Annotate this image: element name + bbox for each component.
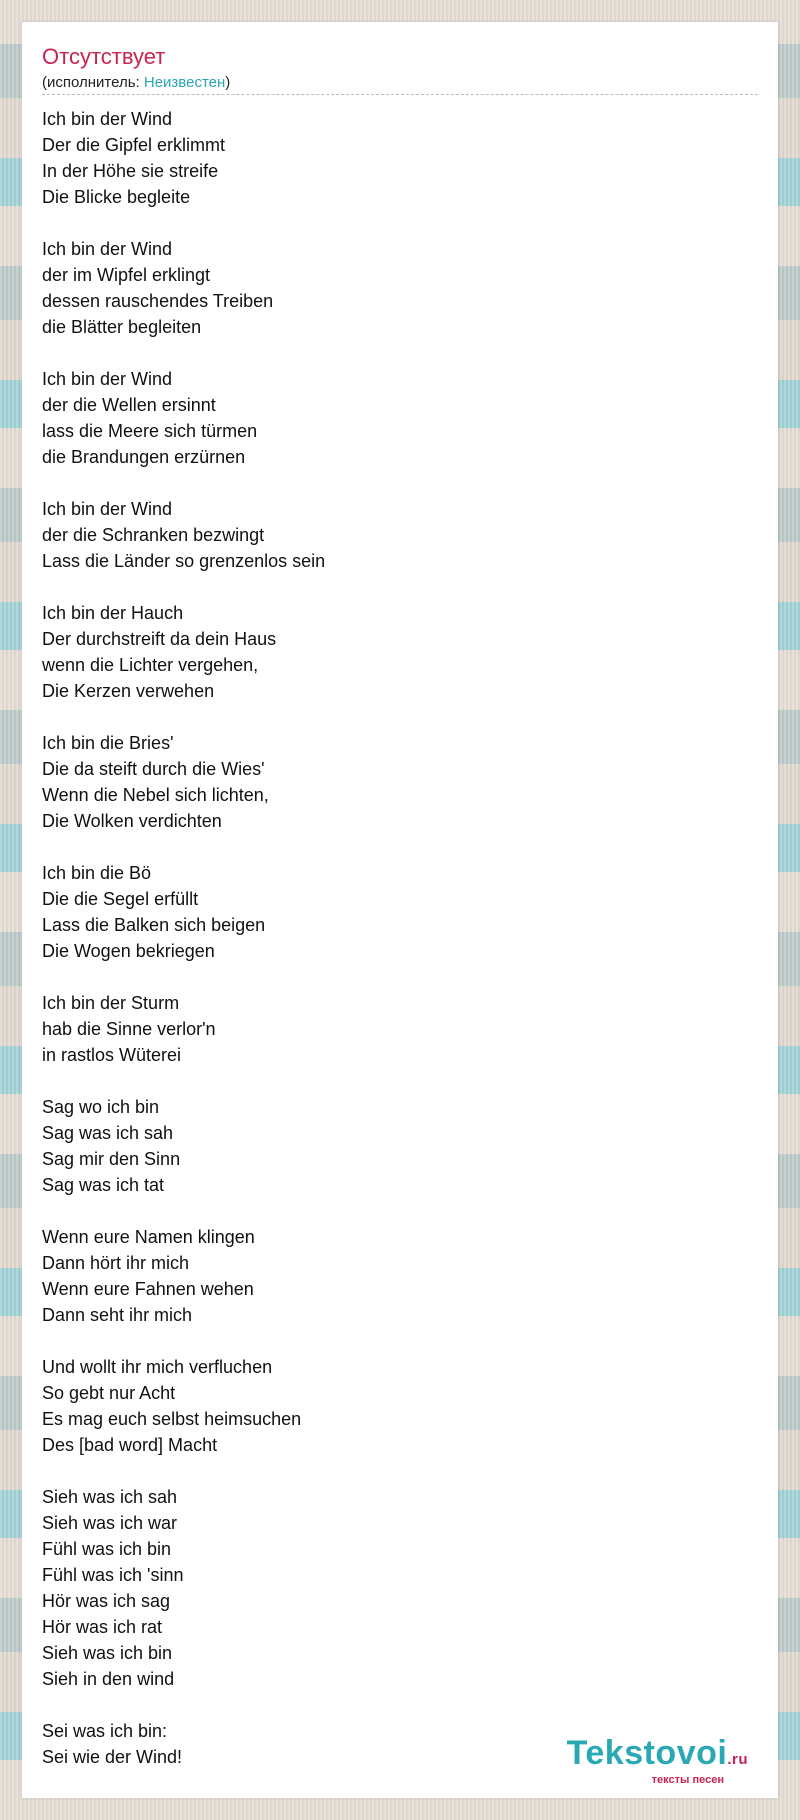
site-logo[interactable]: [567, 1735, 748, 1786]
artist-prefix: (исполнитель:: [42, 74, 144, 91]
song-title: Отсутствует: [42, 44, 166, 69]
logo-main-text: Tekstovoi: [566, 1734, 728, 1772]
artist-link[interactable]: Неизвестен: [143, 74, 226, 91]
logo-tagline: тексты песен: [651, 1774, 724, 1786]
logo-suffix: .ru: [727, 1751, 748, 1768]
artist-line: [42, 74, 758, 95]
lyrics-card: [22, 22, 778, 1798]
lyrics-text: Ich bin der Wind Der die Gipfel erklimmt In der Höhe sie streife Die Blicke begleite Ich bin der Wind der im Wipfel erklingt dessen rauschendes Treiben die Blätter begleiten Ich bin der Wind der die Wellen ersinnt lass die Meere sich türmen die Brandungen erzürnen Ich bin der Wind der die Schranken bezwingt Lass die Länder so grenzenlos sein Ich bin der Hauch Der durchstreift da dein Haus wenn die Lichter vergehen, Die Kerzen verwehen Ich bin die Bries' Die da steift durch die Wies' Wenn die Nebel sich lichten, Die Wolken verdichten Ich bin die Bö Die die Segel erfüllt Lass die Balken sich beigen Die Wogen bekriegen Ich bin der Sturm hab die Sinne verlor'n in rastlos Wüterei Sag wo ich bin Sag was ich sah Sag mir den Sinn Sag was ich tat Wenn eure Namen klingen Dann hört ihr mich Wenn eure Fahnen wehen Dann seht ihr mich Und wollt ihr mich verfluchen So gebt nur Acht Es mag euch selbst heimsuchen Des [bad word] Macht Sieh was ich sah Sieh was ich war Fühl was ich bin Fühl was ich 'sinn Hör was ich sag Hör was ich rat Sieh was ich bin Sieh in den wind Sei was ich bin: Sei wie der Wind!: [42, 109, 326, 1767]
artist-suffix: ): [225, 74, 231, 91]
